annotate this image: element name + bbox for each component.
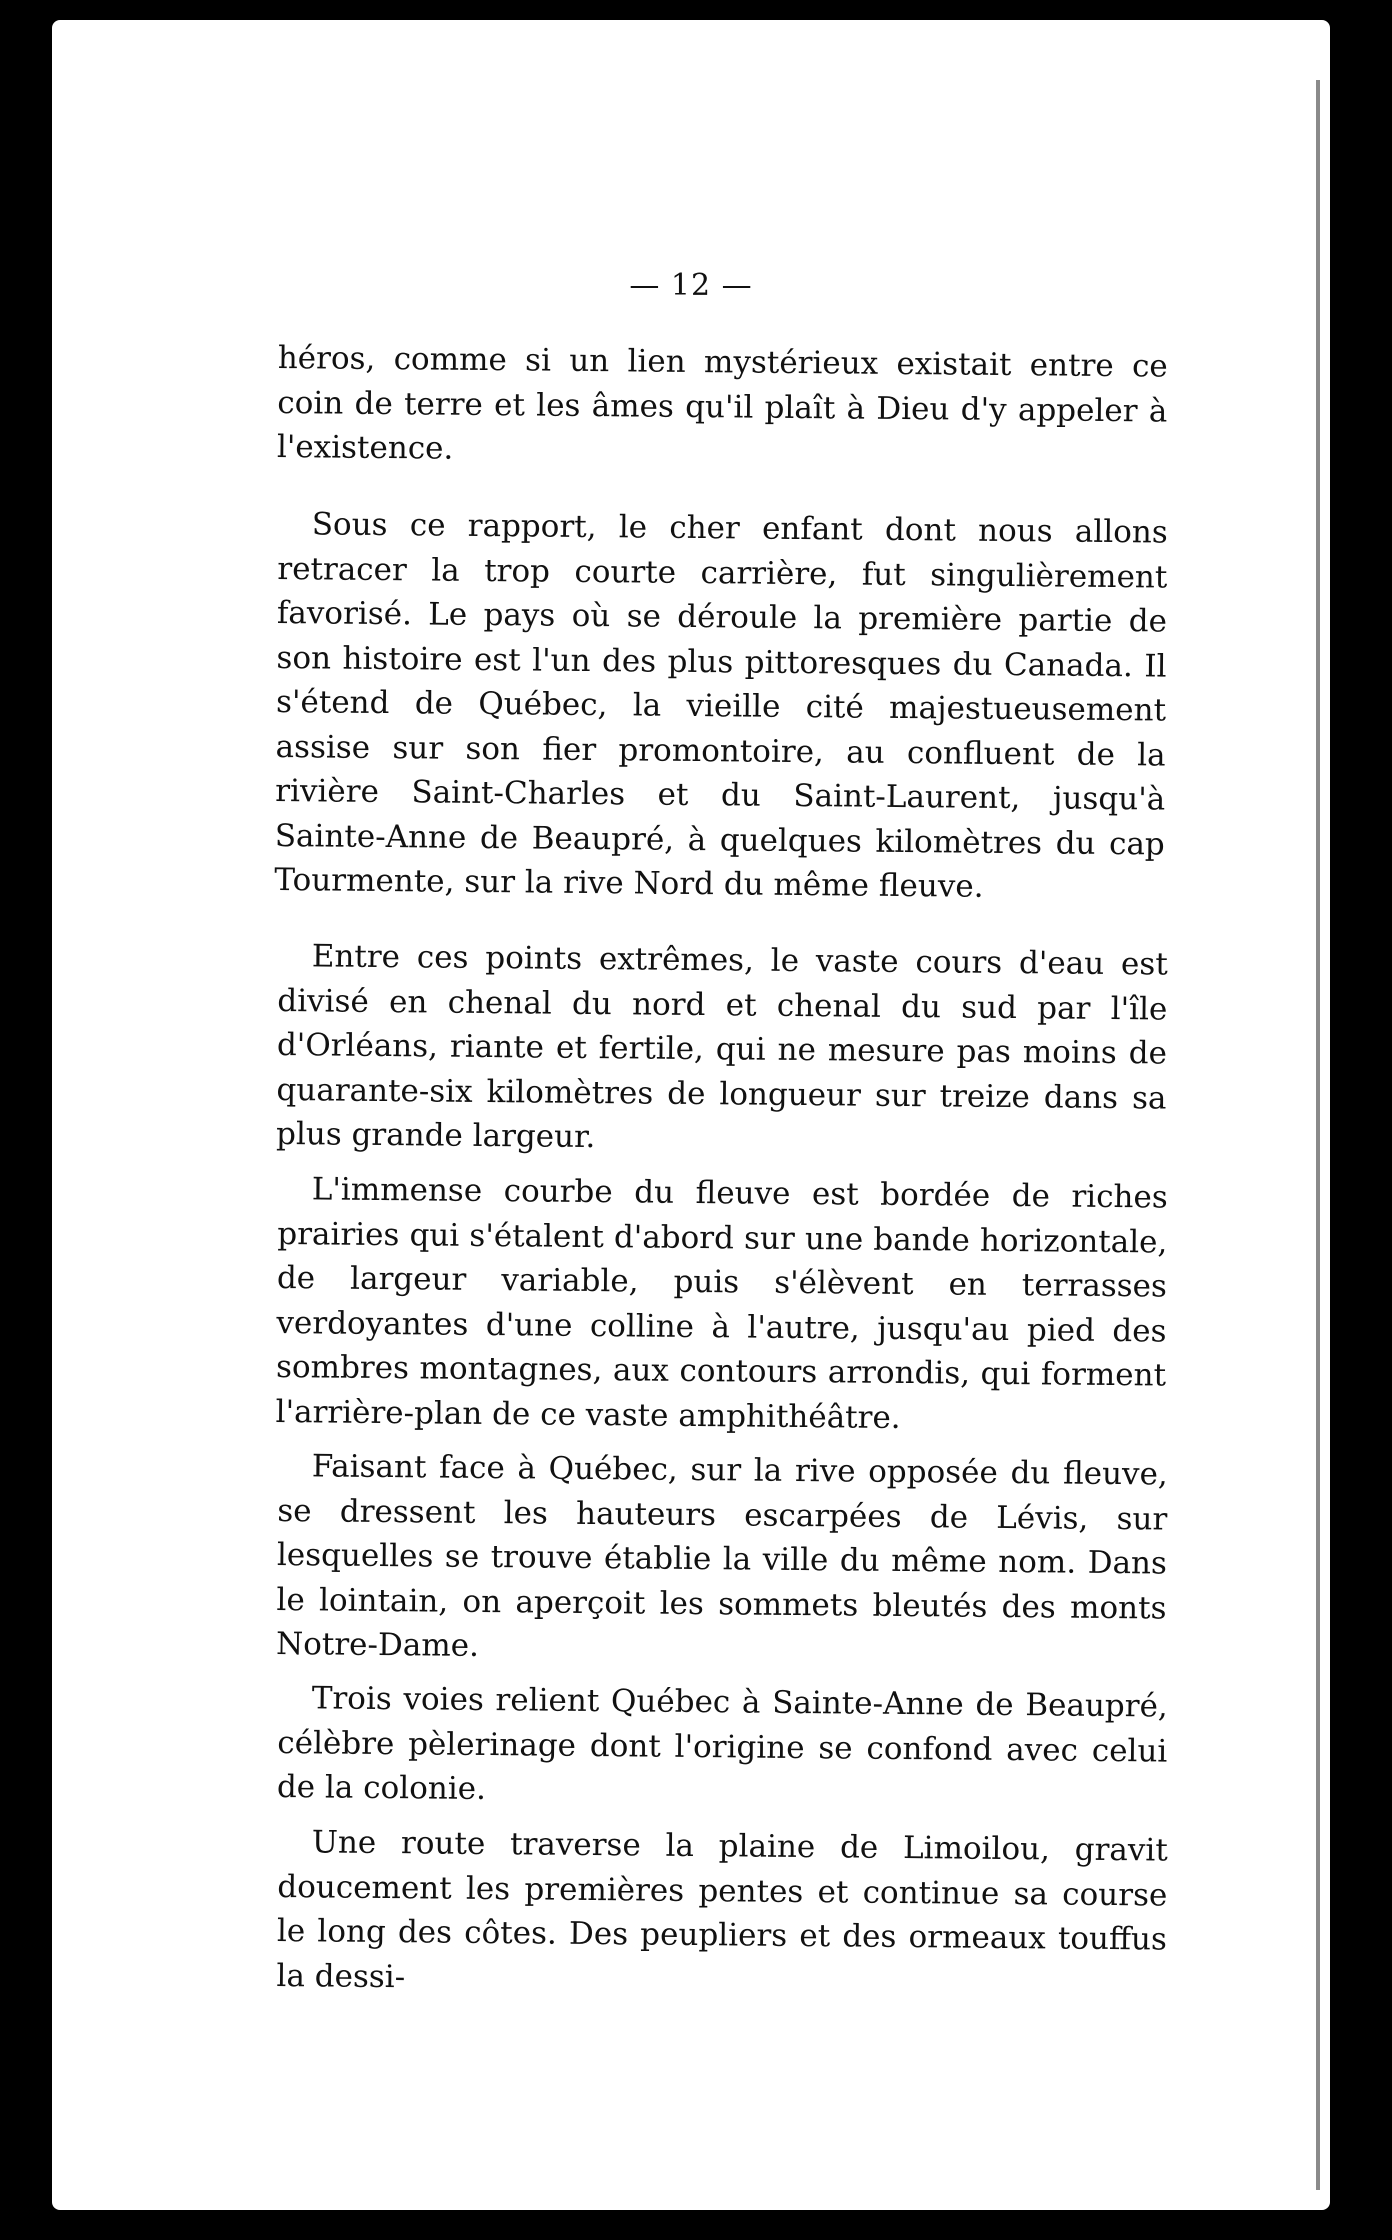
paragraph: Trois voies relient Québec à Sainte-Anne de Beaupré, célèbre pèlerinage dont l'origine se confond avec celui de la colonie. xyxy=(276,1680,1168,1808)
paragraph-continuation: héros, comme si un lien mystérieux existait entre ce coin de terre et les âmes qu'il plaît à Dieu d'y appeler à l'existence. xyxy=(276,339,1168,467)
paragraph: Sous ce rapport, le cher enfant dont nous allons retracer la trop courte carrière, fut singulièrement favorisé. Le pays où se déroule la première partie de son histoire est l'un des plus pittoresques du Canada. Il s'étend de Québec, la vieille cité majestueusement assise sur son fier promontoire, au confluent de la rivière Saint-Charles et du Saint-Laurent, jusqu'à Sainte-Anne de Beaupré, à quelques kilomètres du cap Tourmente, sur la rive Nord du même fleuve. xyxy=(274,505,1168,905)
body-text xyxy=(274,336,1168,1998)
paragraph: Faisant face à Québec, sur la rive opposée du fleuve, se dressent les hauteurs escarpées de Lévis, sur lesquelles se trouve établie la ville du même nom. Dans le lointain, on aperçoit les sommets bleutés des monts Notre-Dame. xyxy=(275,1447,1168,1664)
page-edge-shadow xyxy=(1316,80,1320,2190)
paragraph: L'immense courbe du fleuve est bordée de riches prairies qui s'étalent d'abord sur une bande horizontale, de largeur variable, puis s'élèvent en terrasses verdoyantes d'une colline à l'autre, jusqu'au pied des sombres montagnes, aux contours arrondis, qui forment l'arrière-plan de ce vaste amphithéâtre. xyxy=(275,1170,1168,1435)
paragraph: Entre ces points extrêmes, le vaste cours d'eau est divisé en chenal du nord et chenal du sud par l'île d'Orléans, riante et fertile, qui ne mesure pas moins de quarante-six kilomètres de longueur sur treize dans sa plus grande largeur. xyxy=(275,938,1168,1156)
page-number: — 12 — xyxy=(629,268,753,303)
book-page xyxy=(52,20,1330,2210)
paragraph: Une route traverse la plaine de Limoilou, gravit doucement les premières pentes et continue sa course le long des côtes. Des peupliers et des ormeaux touffus la dessi- xyxy=(276,1823,1168,1995)
